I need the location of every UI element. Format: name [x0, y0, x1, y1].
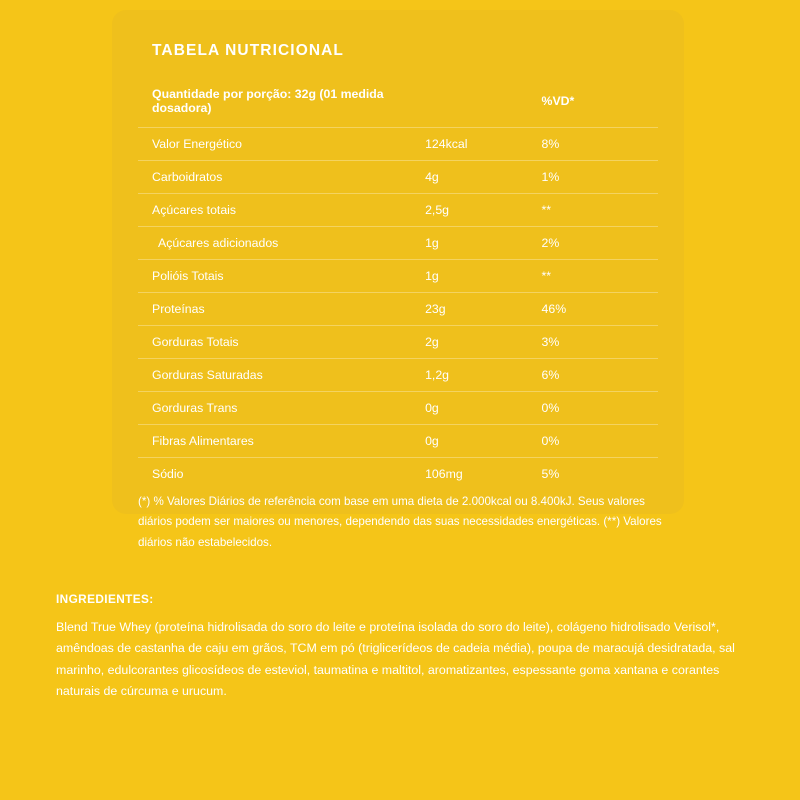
row-vd: 1%: [542, 161, 658, 194]
table-row: [138, 227, 658, 260]
table-row: [138, 425, 658, 458]
row-name: Gorduras Totais: [138, 326, 425, 359]
row-vd: 46%: [542, 293, 658, 326]
header-portion: Quantidade por porção: 32g (01 medida dosadora): [138, 78, 425, 128]
row-name: Fibras Alimentares: [138, 425, 425, 458]
row-vd: 3%: [542, 326, 658, 359]
row-name: Sódio: [152, 467, 184, 481]
row-vd: 2%: [542, 227, 658, 260]
nutrition-table-body: [138, 78, 658, 490]
table-row: [138, 161, 658, 194]
row-vd: 5%: [541, 467, 560, 481]
ingredients-section: [56, 592, 756, 702]
row-vd: 6%: [542, 359, 658, 392]
table-row: [138, 260, 658, 293]
row-quantity: 1g: [425, 227, 541, 260]
header-vd: %VD*: [542, 78, 658, 128]
table-header-row: [138, 78, 658, 128]
row-name: Gorduras Trans: [138, 392, 425, 425]
daily-values-footnote: (*) % Valores Diários de referência com base em uma dieta de 2.000kcal ou 8.400kJ. Seus valores diários podem ser maiores ou menores, dependendo das suas necessidades energéticas. (**) Valores diários não estabelecidos.: [138, 494, 662, 549]
row-quantity: 124kcal: [425, 128, 541, 161]
row-vd: 8%: [542, 128, 658, 161]
panel-title: TABELA NUTRICIONAL: [152, 42, 345, 59]
table-row: [138, 293, 658, 326]
ingredients-title: INGREDIENTES:: [56, 592, 154, 606]
table-row: [138, 458, 658, 491]
row-quantity: 0g: [425, 392, 541, 425]
row-quantity: 1g: [425, 260, 541, 293]
table-row: [138, 194, 658, 227]
row-vd: 0%: [542, 425, 658, 458]
nutrition-panel: [112, 10, 684, 514]
table-row: [138, 128, 658, 161]
header-quantity: [425, 78, 541, 128]
row-name: Valor Energético: [138, 128, 425, 161]
ingredients-text: Blend True Whey (proteína hidrolisada do soro do leite e proteína isolada do soro do leite), colágeno hidrolisado Verisol*, amêndoas de castanha de caju em grãos, TCM em pó (triglicerídeos de cadeia média), poupa de maracujá desidratada, sal marinho, edulcorantes glicosídeos de esteviol, taumatina e maltitol, aromatizantes, espessante goma xantana e corantes naturais de cúrcuma e urucum.: [56, 620, 735, 698]
table-row: [138, 326, 658, 359]
row-vd: **: [542, 194, 658, 227]
table-row: [138, 359, 658, 392]
row-vd: 0%: [542, 392, 658, 425]
row-quantity: 4g: [425, 161, 541, 194]
row-name: Açúcares adicionados: [138, 227, 425, 260]
row-quantity: 0g: [425, 425, 541, 458]
row-name: Polióis Totais: [138, 260, 425, 293]
row-quantity: 23g: [425, 293, 541, 326]
row-quantity: 2,5g: [425, 194, 541, 227]
row-name: Gorduras Saturadas: [138, 359, 425, 392]
row-quantity: 1,2g: [425, 359, 541, 392]
row-name: Açúcares totais: [138, 194, 425, 227]
table-row: [138, 392, 658, 425]
row-vd: **: [542, 260, 658, 293]
row-quantity: 2g: [425, 326, 541, 359]
nutrition-table: [138, 78, 658, 490]
row-name: Carboidratos: [138, 161, 425, 194]
row-name: Proteínas: [138, 293, 425, 326]
row-quantity: 106mg: [425, 467, 463, 481]
